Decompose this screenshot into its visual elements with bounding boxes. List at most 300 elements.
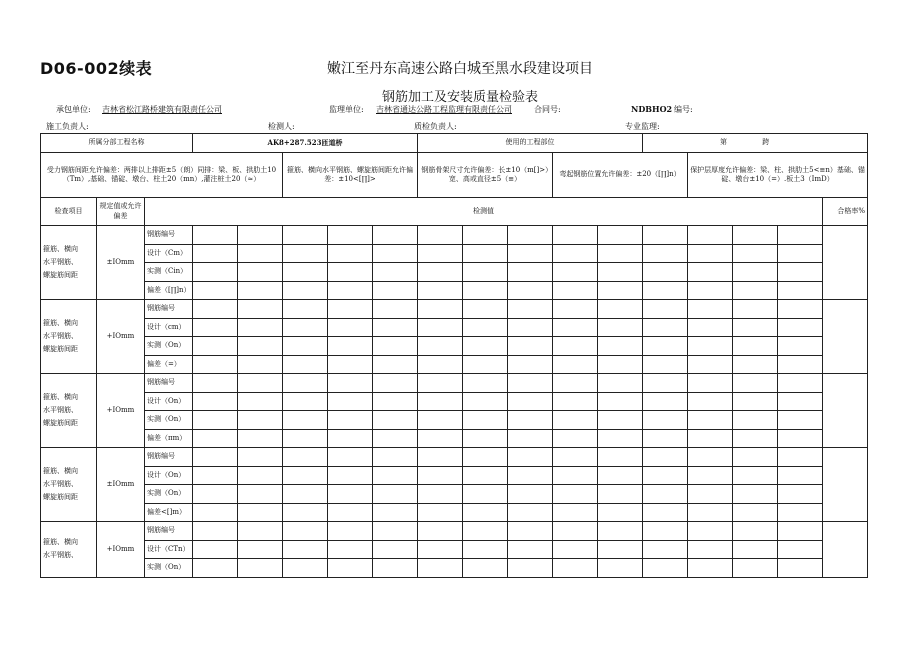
value-cell[interactable] [553,540,598,559]
value-cell[interactable] [193,226,238,245]
value-cell[interactable] [688,411,733,430]
value-cell[interactable] [418,485,463,504]
value-cell[interactable] [553,263,598,282]
value-cell[interactable] [553,448,598,467]
value-cell[interactable] [598,300,643,319]
value-cell[interactable] [283,540,328,559]
value-cell[interactable] [328,503,373,522]
value-cell[interactable] [508,281,553,300]
value-cell[interactable] [688,244,733,263]
value-cell[interactable] [508,411,553,430]
value-cell[interactable] [463,244,508,263]
value-cell[interactable] [643,540,688,559]
value-cell[interactable] [328,540,373,559]
value-cell[interactable] [283,559,328,578]
value-cell[interactable] [418,337,463,356]
value-cell[interactable] [328,448,373,467]
value-cell[interactable] [508,318,553,337]
value-cell[interactable] [238,448,283,467]
value-cell[interactable] [328,485,373,504]
value-cell[interactable] [283,429,328,448]
value-cell[interactable] [553,281,598,300]
value-cell[interactable] [778,281,823,300]
value-cell[interactable] [283,374,328,393]
pass-rate-cell[interactable] [823,522,868,578]
value-cell[interactable] [598,485,643,504]
value-cell[interactable] [328,355,373,374]
value-cell[interactable] [193,411,238,430]
value-cell[interactable] [193,337,238,356]
value-cell[interactable] [643,411,688,430]
value-cell[interactable] [733,503,778,522]
value-cell[interactable] [283,466,328,485]
value-cell[interactable] [733,318,778,337]
value-cell[interactable] [418,466,463,485]
value-cell[interactable] [733,559,778,578]
value-cell[interactable] [463,448,508,467]
value-cell[interactable] [283,337,328,356]
value-cell[interactable] [643,244,688,263]
value-cell[interactable] [778,337,823,356]
value-cell[interactable] [553,300,598,319]
value-cell[interactable] [193,392,238,411]
value-cell[interactable] [598,429,643,448]
value-cell[interactable] [598,355,643,374]
value-cell[interactable] [328,300,373,319]
value-cell[interactable] [688,429,733,448]
value-cell[interactable] [553,485,598,504]
value-cell[interactable] [688,281,733,300]
value-cell[interactable] [508,244,553,263]
value-cell[interactable] [283,503,328,522]
value-cell[interactable] [778,355,823,374]
value-cell[interactable] [553,226,598,245]
value-cell[interactable] [193,466,238,485]
value-cell[interactable] [508,337,553,356]
value-cell[interactable] [553,466,598,485]
value-cell[interactable] [598,559,643,578]
value-cell[interactable] [328,244,373,263]
value-cell[interactable] [778,318,823,337]
value-cell[interactable] [418,244,463,263]
value-cell[interactable] [463,318,508,337]
value-cell[interactable] [238,281,283,300]
check-item-cell [41,522,97,578]
value-cell[interactable] [418,540,463,559]
value-cell[interactable] [373,337,418,356]
value-cell[interactable] [733,429,778,448]
value-cell[interactable] [373,559,418,578]
value-cell[interactable] [373,429,418,448]
value-cell[interactable] [238,337,283,356]
value-cell[interactable] [688,485,733,504]
value-cell[interactable] [688,503,733,522]
value-cell[interactable] [328,429,373,448]
value-cell[interactable] [238,522,283,541]
value-cell[interactable] [238,466,283,485]
value-cell[interactable] [598,411,643,430]
value-cell[interactable] [598,281,643,300]
value-cell[interactable] [778,226,823,245]
value-cell[interactable] [373,522,418,541]
value-cell[interactable] [328,337,373,356]
value-cell[interactable] [373,226,418,245]
pass-rate-cell[interactable] [823,448,868,522]
value-cell[interactable] [373,448,418,467]
tolerance-cell: +IOmm [97,522,145,578]
row-label: 设计（Cm） [145,244,193,263]
value-cell[interactable] [688,374,733,393]
value-cell[interactable] [688,263,733,282]
value-cell[interactable] [328,318,373,337]
value-cell[interactable] [373,300,418,319]
value-cell[interactable] [193,244,238,263]
value-cell[interactable] [508,559,553,578]
value-cell[interactable] [328,226,373,245]
value-cell[interactable] [598,318,643,337]
value-cell[interactable] [508,540,553,559]
value-cell[interactable] [643,300,688,319]
value-cell[interactable] [733,540,778,559]
value-cell[interactable] [778,485,823,504]
value-cell[interactable] [598,522,643,541]
value-cell[interactable] [508,263,553,282]
value-cell[interactable] [193,559,238,578]
value-cell[interactable] [643,448,688,467]
value-cell[interactable] [643,559,688,578]
value-cell[interactable] [238,559,283,578]
value-cell[interactable] [598,448,643,467]
value-cell[interactable] [463,429,508,448]
value-cell[interactable] [688,226,733,245]
value-cell[interactable] [508,429,553,448]
value-cell[interactable] [553,392,598,411]
value-cell[interactable] [688,355,733,374]
value-cell[interactable] [508,522,553,541]
value-cell[interactable] [283,226,328,245]
value-cell[interactable] [643,392,688,411]
value-cell[interactable] [643,318,688,337]
value-cell[interactable] [283,355,328,374]
value-cell[interactable] [778,392,823,411]
value-cell[interactable] [463,337,508,356]
value-cell[interactable] [508,355,553,374]
value-cell[interactable] [688,522,733,541]
check-item-line: 箍筋、横向 [43,244,78,253]
value-cell[interactable] [733,374,778,393]
value-cell[interactable] [598,244,643,263]
value-cell[interactable] [193,485,238,504]
value-cell[interactable] [373,263,418,282]
value-cell[interactable] [328,392,373,411]
value-cell[interactable] [553,429,598,448]
value-cell[interactable] [283,411,328,430]
value-cell[interactable] [418,281,463,300]
value-cell[interactable] [283,244,328,263]
value-cell[interactable] [778,522,823,541]
value-cell[interactable] [688,466,733,485]
value-cell[interactable] [643,281,688,300]
value-cell[interactable] [598,540,643,559]
value-cell[interactable] [463,411,508,430]
value-cell[interactable] [508,374,553,393]
check-item-line: 水平钢筋、 [43,405,78,414]
value-cell[interactable] [238,318,283,337]
value-cell[interactable] [778,448,823,467]
value-cell[interactable] [193,374,238,393]
value-cell[interactable] [688,337,733,356]
value-cell[interactable] [553,355,598,374]
value-cell[interactable] [283,281,328,300]
value-cell[interactable] [238,355,283,374]
value-cell[interactable] [553,374,598,393]
check-item-cell [41,226,97,300]
value-cell[interactable] [193,281,238,300]
value-cell[interactable] [553,559,598,578]
value-cell[interactable] [778,540,823,559]
value-cell[interactable] [508,485,553,504]
value-cell[interactable] [733,466,778,485]
value-cell[interactable] [778,300,823,319]
value-cell[interactable] [463,355,508,374]
value-cell[interactable] [733,337,778,356]
value-cell[interactable] [418,318,463,337]
value-cell[interactable] [328,466,373,485]
value-cell[interactable] [193,522,238,541]
value-cell[interactable] [238,244,283,263]
value-cell[interactable] [553,411,598,430]
value-cell[interactable] [778,466,823,485]
value-cell[interactable] [283,318,328,337]
check-item-header: 检查项目 [41,198,97,226]
value-cell[interactable] [283,263,328,282]
value-cell[interactable] [463,522,508,541]
value-cell[interactable] [733,448,778,467]
value-cell[interactable] [463,392,508,411]
check-item-line: 螺旋筋间距 [43,271,78,280]
tolerance-main-bars: 受力钢筋间距允许偏差：两排以上排距±5（朗）同排：梁、板、拱肋土10（Tm）,基础、锚碇、墩台、柱土20（mn）,灌注桩土20（≈） [41,153,283,198]
value-cell[interactable] [328,374,373,393]
value-cell[interactable] [598,337,643,356]
supervisor-label: 监理单位: [329,105,364,114]
value-cell[interactable] [778,559,823,578]
value-cell[interactable] [598,263,643,282]
value-cell[interactable] [238,429,283,448]
value-cell[interactable] [778,263,823,282]
value-cell[interactable] [778,411,823,430]
value-cell[interactable] [373,503,418,522]
check-item-cell [41,300,97,374]
value-cell[interactable] [193,448,238,467]
row-label: 偏差（=） [145,355,193,374]
value-cell[interactable] [643,485,688,504]
value-cell[interactable] [463,300,508,319]
pass-rate-cell[interactable] [823,300,868,374]
value-cell[interactable] [463,540,508,559]
value-cell[interactable] [688,540,733,559]
value-cell[interactable] [373,466,418,485]
value-cell[interactable] [643,503,688,522]
value-cell[interactable] [553,522,598,541]
value-cell[interactable] [193,263,238,282]
value-cell[interactable] [373,392,418,411]
value-cell[interactable] [553,337,598,356]
value-cell[interactable] [373,485,418,504]
value-cell[interactable] [688,448,733,467]
measured-header: 检测值 [145,198,823,226]
inspection-table [40,133,868,578]
value-cell[interactable] [508,448,553,467]
row-label: 偏差<[]m） [145,503,193,522]
value-cell[interactable] [418,300,463,319]
span-suffix: 跨 [762,138,770,147]
value-cell[interactable] [508,300,553,319]
value-cell[interactable] [508,466,553,485]
value-cell[interactable] [193,318,238,337]
value-cell[interactable] [598,466,643,485]
measure-row [41,300,868,319]
value-cell[interactable] [418,448,463,467]
value-cell[interactable] [238,374,283,393]
value-cell[interactable] [733,485,778,504]
value-cell[interactable] [463,374,508,393]
value-cell[interactable] [643,226,688,245]
value-cell[interactable] [643,263,688,282]
value-cell[interactable] [688,300,733,319]
value-cell[interactable] [328,559,373,578]
value-cell[interactable] [418,503,463,522]
span-prefix: 第 [720,138,728,147]
check-item-line: 箍筋、横向 [43,537,78,546]
value-cell[interactable] [778,244,823,263]
value-cell[interactable] [598,226,643,245]
value-cell[interactable] [238,300,283,319]
value-cell[interactable] [733,392,778,411]
value-cell[interactable] [373,374,418,393]
value-cell[interactable] [328,411,373,430]
value-cell[interactable] [193,503,238,522]
value-cell[interactable] [643,466,688,485]
value-cell[interactable] [733,411,778,430]
value-cell[interactable] [733,263,778,282]
value-cell[interactable] [643,355,688,374]
value-cell[interactable] [418,522,463,541]
value-cell[interactable] [328,281,373,300]
value-cell[interactable] [553,503,598,522]
pass-rate-cell[interactable] [823,226,868,300]
value-cell[interactable] [238,263,283,282]
value-cell[interactable] [193,300,238,319]
value-cell[interactable] [238,485,283,504]
value-cell[interactable] [733,244,778,263]
number-label: 编号: [674,105,693,114]
contractor-value: 吉林省松江路桥建筑有限责任公司 [102,105,222,114]
value-cell[interactable] [418,559,463,578]
value-cell[interactable] [418,263,463,282]
value-cell[interactable] [373,318,418,337]
value-cell[interactable] [463,503,508,522]
check-item-line: 螺旋筋间距 [43,493,78,502]
value-cell[interactable] [193,540,238,559]
check-item-line: 螺旋筋间距 [43,419,78,428]
value-cell[interactable] [778,374,823,393]
value-cell[interactable] [193,355,238,374]
value-cell[interactable] [598,392,643,411]
value-cell[interactable] [778,429,823,448]
value-cell[interactable] [688,318,733,337]
value-cell[interactable] [328,522,373,541]
value-cell[interactable] [193,429,238,448]
value-cell[interactable] [688,559,733,578]
value-cell[interactable] [643,337,688,356]
value-cell[interactable] [463,466,508,485]
value-cell[interactable] [373,244,418,263]
value-cell[interactable] [418,374,463,393]
value-cell[interactable] [643,429,688,448]
value-cell[interactable] [373,411,418,430]
value-cell[interactable] [418,355,463,374]
value-cell[interactable] [283,522,328,541]
value-cell[interactable] [643,374,688,393]
value-cell[interactable] [283,300,328,319]
value-cell[interactable] [238,411,283,430]
value-cell[interactable] [733,522,778,541]
value-cell[interactable] [283,392,328,411]
value-cell[interactable] [418,411,463,430]
measure-row [41,392,868,411]
value-cell[interactable] [553,318,598,337]
value-cell[interactable] [733,281,778,300]
value-cell[interactable] [463,281,508,300]
value-cell[interactable] [598,503,643,522]
row-label: 钢筋编号 [145,522,193,541]
value-cell[interactable] [463,559,508,578]
value-cell[interactable] [373,355,418,374]
value-cell[interactable] [283,485,328,504]
value-cell[interactable] [238,392,283,411]
value-cell[interactable] [373,540,418,559]
value-cell[interactable] [238,503,283,522]
value-cell[interactable] [328,263,373,282]
value-cell[interactable] [418,429,463,448]
value-cell[interactable] [373,281,418,300]
value-cell[interactable] [778,503,823,522]
check-item-line: 水平钢筋、 [43,479,78,488]
measure-row [41,540,868,559]
value-cell[interactable] [418,392,463,411]
value-cell[interactable] [643,522,688,541]
value-cell[interactable] [733,355,778,374]
value-cell[interactable] [733,226,778,245]
measure-row [41,429,868,448]
value-cell[interactable] [238,540,283,559]
value-cell[interactable] [733,300,778,319]
value-cell[interactable] [508,392,553,411]
value-cell[interactable] [418,226,463,245]
value-cell[interactable] [688,392,733,411]
value-cell[interactable] [508,503,553,522]
value-cell[interactable] [283,448,328,467]
value-cell[interactable] [553,244,598,263]
form-title: 钢筋加工及安装质量检验表 [381,90,538,105]
value-cell[interactable] [463,263,508,282]
value-cell[interactable] [463,226,508,245]
value-cell[interactable] [463,485,508,504]
value-cell[interactable] [508,226,553,245]
value-cell[interactable] [598,374,643,393]
pass-rate-cell[interactable] [823,374,868,448]
value-cell[interactable] [238,226,283,245]
